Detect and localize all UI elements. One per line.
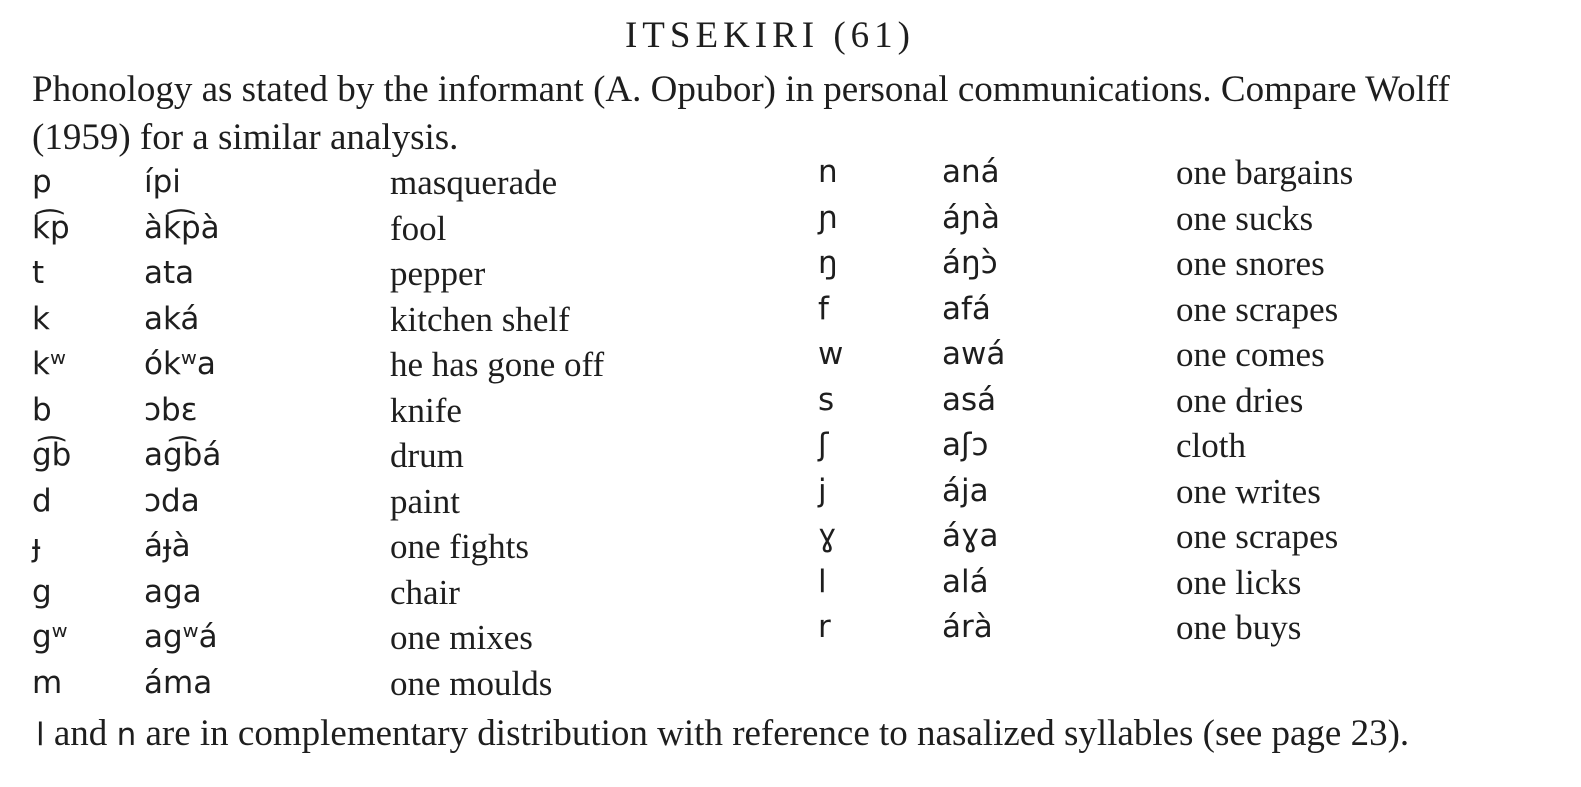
example-word: áɣa (942, 518, 999, 554)
example-word: àk͡pà (144, 209, 220, 246)
phoneme-symbol: ŋ (818, 245, 838, 281)
word-gloss: drum (390, 436, 464, 475)
phoneme-symbol: f (818, 290, 829, 327)
phoneme-symbol: t (32, 255, 45, 291)
example-word: ata (144, 255, 195, 291)
phoneme-symbol: r (818, 609, 831, 645)
word-gloss: kitchen shelf (390, 299, 570, 339)
phoneme-symbol: g͡b (32, 437, 72, 473)
phoneme-symbol: gʷ (32, 619, 68, 655)
example-word: agʷá (144, 619, 218, 655)
word-gloss: one mixes (390, 618, 533, 657)
phoneme-symbol: kʷ (32, 346, 66, 382)
example-word: ɔda (144, 482, 200, 519)
word-gloss: pepper (390, 254, 486, 293)
phoneme-symbol: k͡p (32, 209, 70, 246)
word-gloss: one moulds (390, 663, 553, 703)
phoneme-symbol: g (32, 573, 52, 610)
page-title: ITSEKIRI (61) (624, 15, 916, 56)
word-gloss: he has gone off (390, 345, 605, 384)
phoneme-symbol: k (32, 300, 50, 337)
example-word: aká (144, 300, 200, 337)
footnote-symbol-l: l (36, 717, 45, 753)
example-word: ɔbɛ (144, 391, 198, 428)
phoneme-symbol: ɣ (818, 518, 837, 554)
word-gloss: one fights (390, 527, 530, 566)
example-word: áɲà (942, 199, 1001, 236)
phoneme-symbol: n (818, 154, 838, 190)
footnote-symbol-n: n (116, 717, 137, 753)
word-gloss: one writes (1176, 471, 1321, 511)
word-gloss: one buys (1176, 608, 1302, 647)
phoneme-symbol: b (32, 391, 52, 428)
example-word: aná (942, 154, 1000, 190)
example-word: ípi (144, 164, 181, 200)
word-gloss: one snores (1176, 244, 1325, 283)
example-word: alá (942, 563, 989, 600)
example-word: afá (942, 290, 991, 327)
footnote (36, 710, 1556, 759)
example-word: awá (942, 336, 1006, 372)
example-word: áma (144, 664, 213, 701)
phoneme-symbol: s (818, 381, 835, 418)
phoneme-symbol: d (32, 482, 52, 519)
intro-paragraph: Phonology as stated by the informant (A. Opubor) in personal communications. Compare Wolff (1959) for a similar analysis. (32, 69, 1450, 158)
phoneme-symbol: ɲ (818, 199, 839, 236)
phoneme-symbol: ɟ (32, 528, 41, 564)
example-word: asá (942, 381, 997, 418)
example-word: ája (942, 472, 989, 509)
word-gloss: one scrapes (1176, 517, 1339, 556)
word-gloss: knife (390, 390, 462, 430)
word-gloss: masquerade (390, 163, 558, 202)
phoneme-symbol: m (32, 664, 63, 701)
example-word: áŋɔ̀ (942, 245, 998, 281)
word-gloss: fool (390, 208, 447, 248)
word-gloss: one dries (1176, 380, 1304, 420)
phoneme-symbol: l (818, 563, 827, 600)
phoneme-symbol: p (32, 164, 52, 200)
phoneme-symbol: ʃ (818, 427, 829, 463)
word-gloss: one comes (1176, 335, 1325, 374)
example-word: ókʷa (144, 346, 216, 382)
word-gloss: one bargains (1176, 153, 1354, 192)
word-gloss: chair (390, 572, 460, 612)
example-word: aga (144, 573, 202, 610)
phoneme-symbol: w (818, 336, 844, 372)
word-gloss: one scrapes (1176, 289, 1339, 329)
example-word: aʃɔ (942, 427, 989, 463)
footnote-and: and (44, 713, 117, 754)
example-word: áɟà (144, 528, 191, 564)
phoneme-symbol: j (818, 472, 827, 509)
word-gloss: paint (390, 481, 460, 521)
example-word: ag͡bá (144, 437, 222, 473)
example-word: árà (942, 609, 993, 645)
word-gloss: cloth (1176, 426, 1246, 465)
footnote-text: are in complementary distribution with reference to nasalized syllables (see page 23). (136, 713, 1410, 754)
word-gloss: one licks (1176, 562, 1302, 602)
word-gloss: one sucks (1176, 198, 1314, 238)
